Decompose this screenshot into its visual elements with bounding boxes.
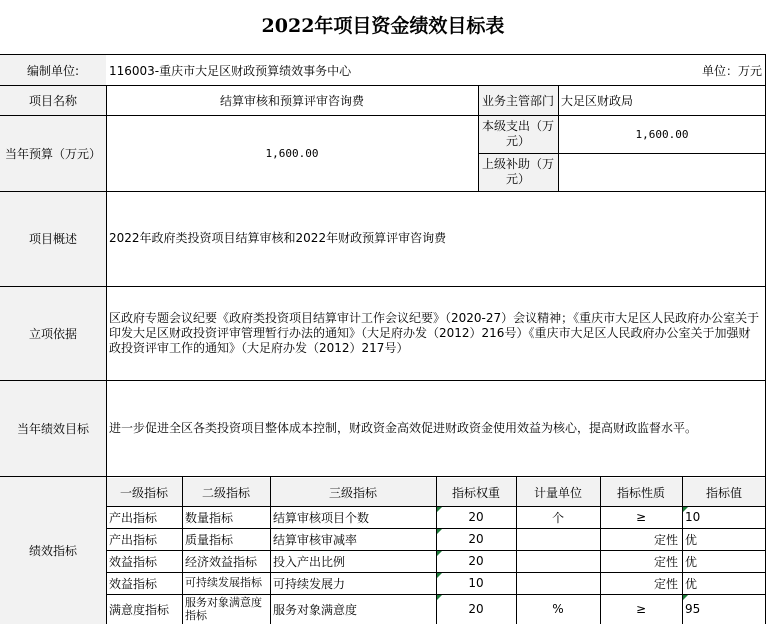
indicator-row-weight: 20 xyxy=(468,532,484,546)
annual-budget-label: 当年预算（万元） xyxy=(0,115,106,191)
indicators-label: 绩效指标 xyxy=(0,476,106,624)
compiler-unit-label: 编制单位: xyxy=(0,55,106,85)
indicator-row-value: 95 xyxy=(685,602,701,616)
grid-line xyxy=(478,153,766,154)
project-overview-text: 2022年政府类投资项目结算审核和2022年财政预算评审咨询费 xyxy=(109,231,447,245)
grid-line xyxy=(182,476,183,624)
indicator-header-nature: 指标性质 xyxy=(600,478,682,506)
grid-line xyxy=(600,476,601,624)
grid-line xyxy=(0,476,766,477)
grid-line xyxy=(478,85,479,191)
indicator-row-level1: 产出指标 xyxy=(109,510,158,525)
indicator-row-level3: 结算审核项目个数 xyxy=(273,510,370,525)
indicator-row-unit xyxy=(516,572,600,594)
sheet-title: 2022年项目资金绩效目标表 xyxy=(261,15,505,37)
grid-line xyxy=(558,85,559,191)
indicator-header-level2: 二级指标 xyxy=(182,478,270,506)
indicator-row-value: 10 xyxy=(685,510,701,524)
indicator-row-level3: 服务对象满意度 xyxy=(273,602,358,617)
project-name-label: 项目名称 xyxy=(0,85,106,115)
department-value: 大足区财政局 xyxy=(561,93,634,108)
indicator-row-value: 优 xyxy=(685,576,698,591)
indicator-row-weight: 20 xyxy=(468,602,484,616)
cell-comment-marker xyxy=(683,595,688,600)
indicator-row-unit xyxy=(516,528,600,550)
project-overview-label: 项目概述 xyxy=(0,191,106,286)
indicator-row-level2: 质量指标 xyxy=(185,532,234,547)
grid-line xyxy=(0,380,766,381)
indicator-row-level3: 结算审核审减率 xyxy=(273,532,358,547)
compiler-unit-value: 116003-重庆市大足区财政预算绩效事务中心 xyxy=(109,63,352,78)
annual-budget-total: 1,600.00 xyxy=(265,146,319,160)
indicator-row-level3: 可持续发展力 xyxy=(273,576,346,591)
department-label: 业务主管部门 xyxy=(478,85,558,115)
indicator-header-weight: 指标权重 xyxy=(436,478,516,506)
indicator-row-level1: 满意度指标 xyxy=(109,602,170,617)
indicator-row-level2: 服务对象满意度指标 xyxy=(185,596,262,622)
cell-comment-marker xyxy=(437,573,442,578)
indicator-row-level1: 效益指标 xyxy=(109,576,158,591)
indicator-row-level2: 数量指标 xyxy=(185,510,234,525)
indicator-row-value: 优 xyxy=(685,532,698,547)
upper-subsidy-value xyxy=(558,153,766,191)
annual-goal-text: 进一步促进全区各类投资项目整体成本控制，财政资金高效促进财政资金使用效益为核心，提高财政监督水平。 xyxy=(109,420,698,435)
indicator-row-unit: 个 xyxy=(551,510,564,525)
project-basis-text: 区政府专题会议纪要《政府类投资项目结算审计工作会议纪要》（2020-27）会议精神；《重庆市大足区人民政府办公室关于印发大足区财政投资评审管理暂行办法的通知》（大足府办发（2012）216号）《重庆市大足区人民政府办公室关于加强财政投资评审工作的通知》（大足府办发（2012）217号） xyxy=(109,310,760,355)
currency-unit-label: 单位：万元 xyxy=(701,63,762,78)
indicator-row-nature: 定性 xyxy=(653,576,678,591)
indicator-row-level1: 产出指标 xyxy=(109,532,158,547)
indicator-header-unit: 计量单位 xyxy=(516,478,600,506)
indicator-row-nature: ≥ xyxy=(635,510,647,524)
indicator-header-value: 指标值 xyxy=(682,478,766,506)
cell-comment-marker xyxy=(437,595,442,600)
grid-line xyxy=(0,191,766,192)
indicator-row-unit: % xyxy=(552,602,564,616)
project-basis-label: 立项依据 xyxy=(0,286,106,380)
grid-line xyxy=(516,476,517,624)
indicator-row-weight: 20 xyxy=(468,510,484,524)
indicator-header-level3: 三级指标 xyxy=(270,478,436,506)
indicator-row-unit xyxy=(516,550,600,572)
indicator-row-value: 优 xyxy=(685,554,698,569)
local-expense-label: 本级支出（万元） xyxy=(478,115,558,153)
indicator-row-weight: 10 xyxy=(468,576,484,590)
annual-goal-label: 当年绩效目标 xyxy=(0,380,106,476)
indicator-header-level1: 一级指标 xyxy=(106,478,182,506)
grid-line xyxy=(270,476,271,624)
grid-line xyxy=(0,286,766,287)
grid-line xyxy=(0,54,766,55)
cell-comment-marker xyxy=(437,507,442,512)
indicator-row-nature: 定性 xyxy=(653,554,678,569)
indicator-row-level2: 可持续发展指标 xyxy=(185,576,262,589)
upper-subsidy-label: 上级补助（万元） xyxy=(478,153,558,191)
indicator-row-level2: 经济效益指标 xyxy=(185,554,258,569)
cell-comment-marker xyxy=(437,551,442,556)
grid-line xyxy=(436,476,437,624)
indicator-row-nature: ≥ xyxy=(635,602,647,616)
cell-comment-marker xyxy=(437,529,442,534)
indicator-row-level3: 投入产出比例 xyxy=(273,554,346,569)
indicator-row-nature: 定性 xyxy=(653,532,678,547)
grid-line xyxy=(106,85,107,624)
grid-line xyxy=(0,115,766,116)
indicator-row-weight: 20 xyxy=(468,554,484,568)
indicator-row-level1: 效益指标 xyxy=(109,554,158,569)
cell-comment-marker xyxy=(683,507,688,512)
grid-line xyxy=(0,85,766,86)
local-expense-value: 1,600.00 xyxy=(635,127,689,141)
project-name-value: 结算审核和预算评审咨询费 xyxy=(219,93,364,108)
grid-line xyxy=(682,476,683,624)
